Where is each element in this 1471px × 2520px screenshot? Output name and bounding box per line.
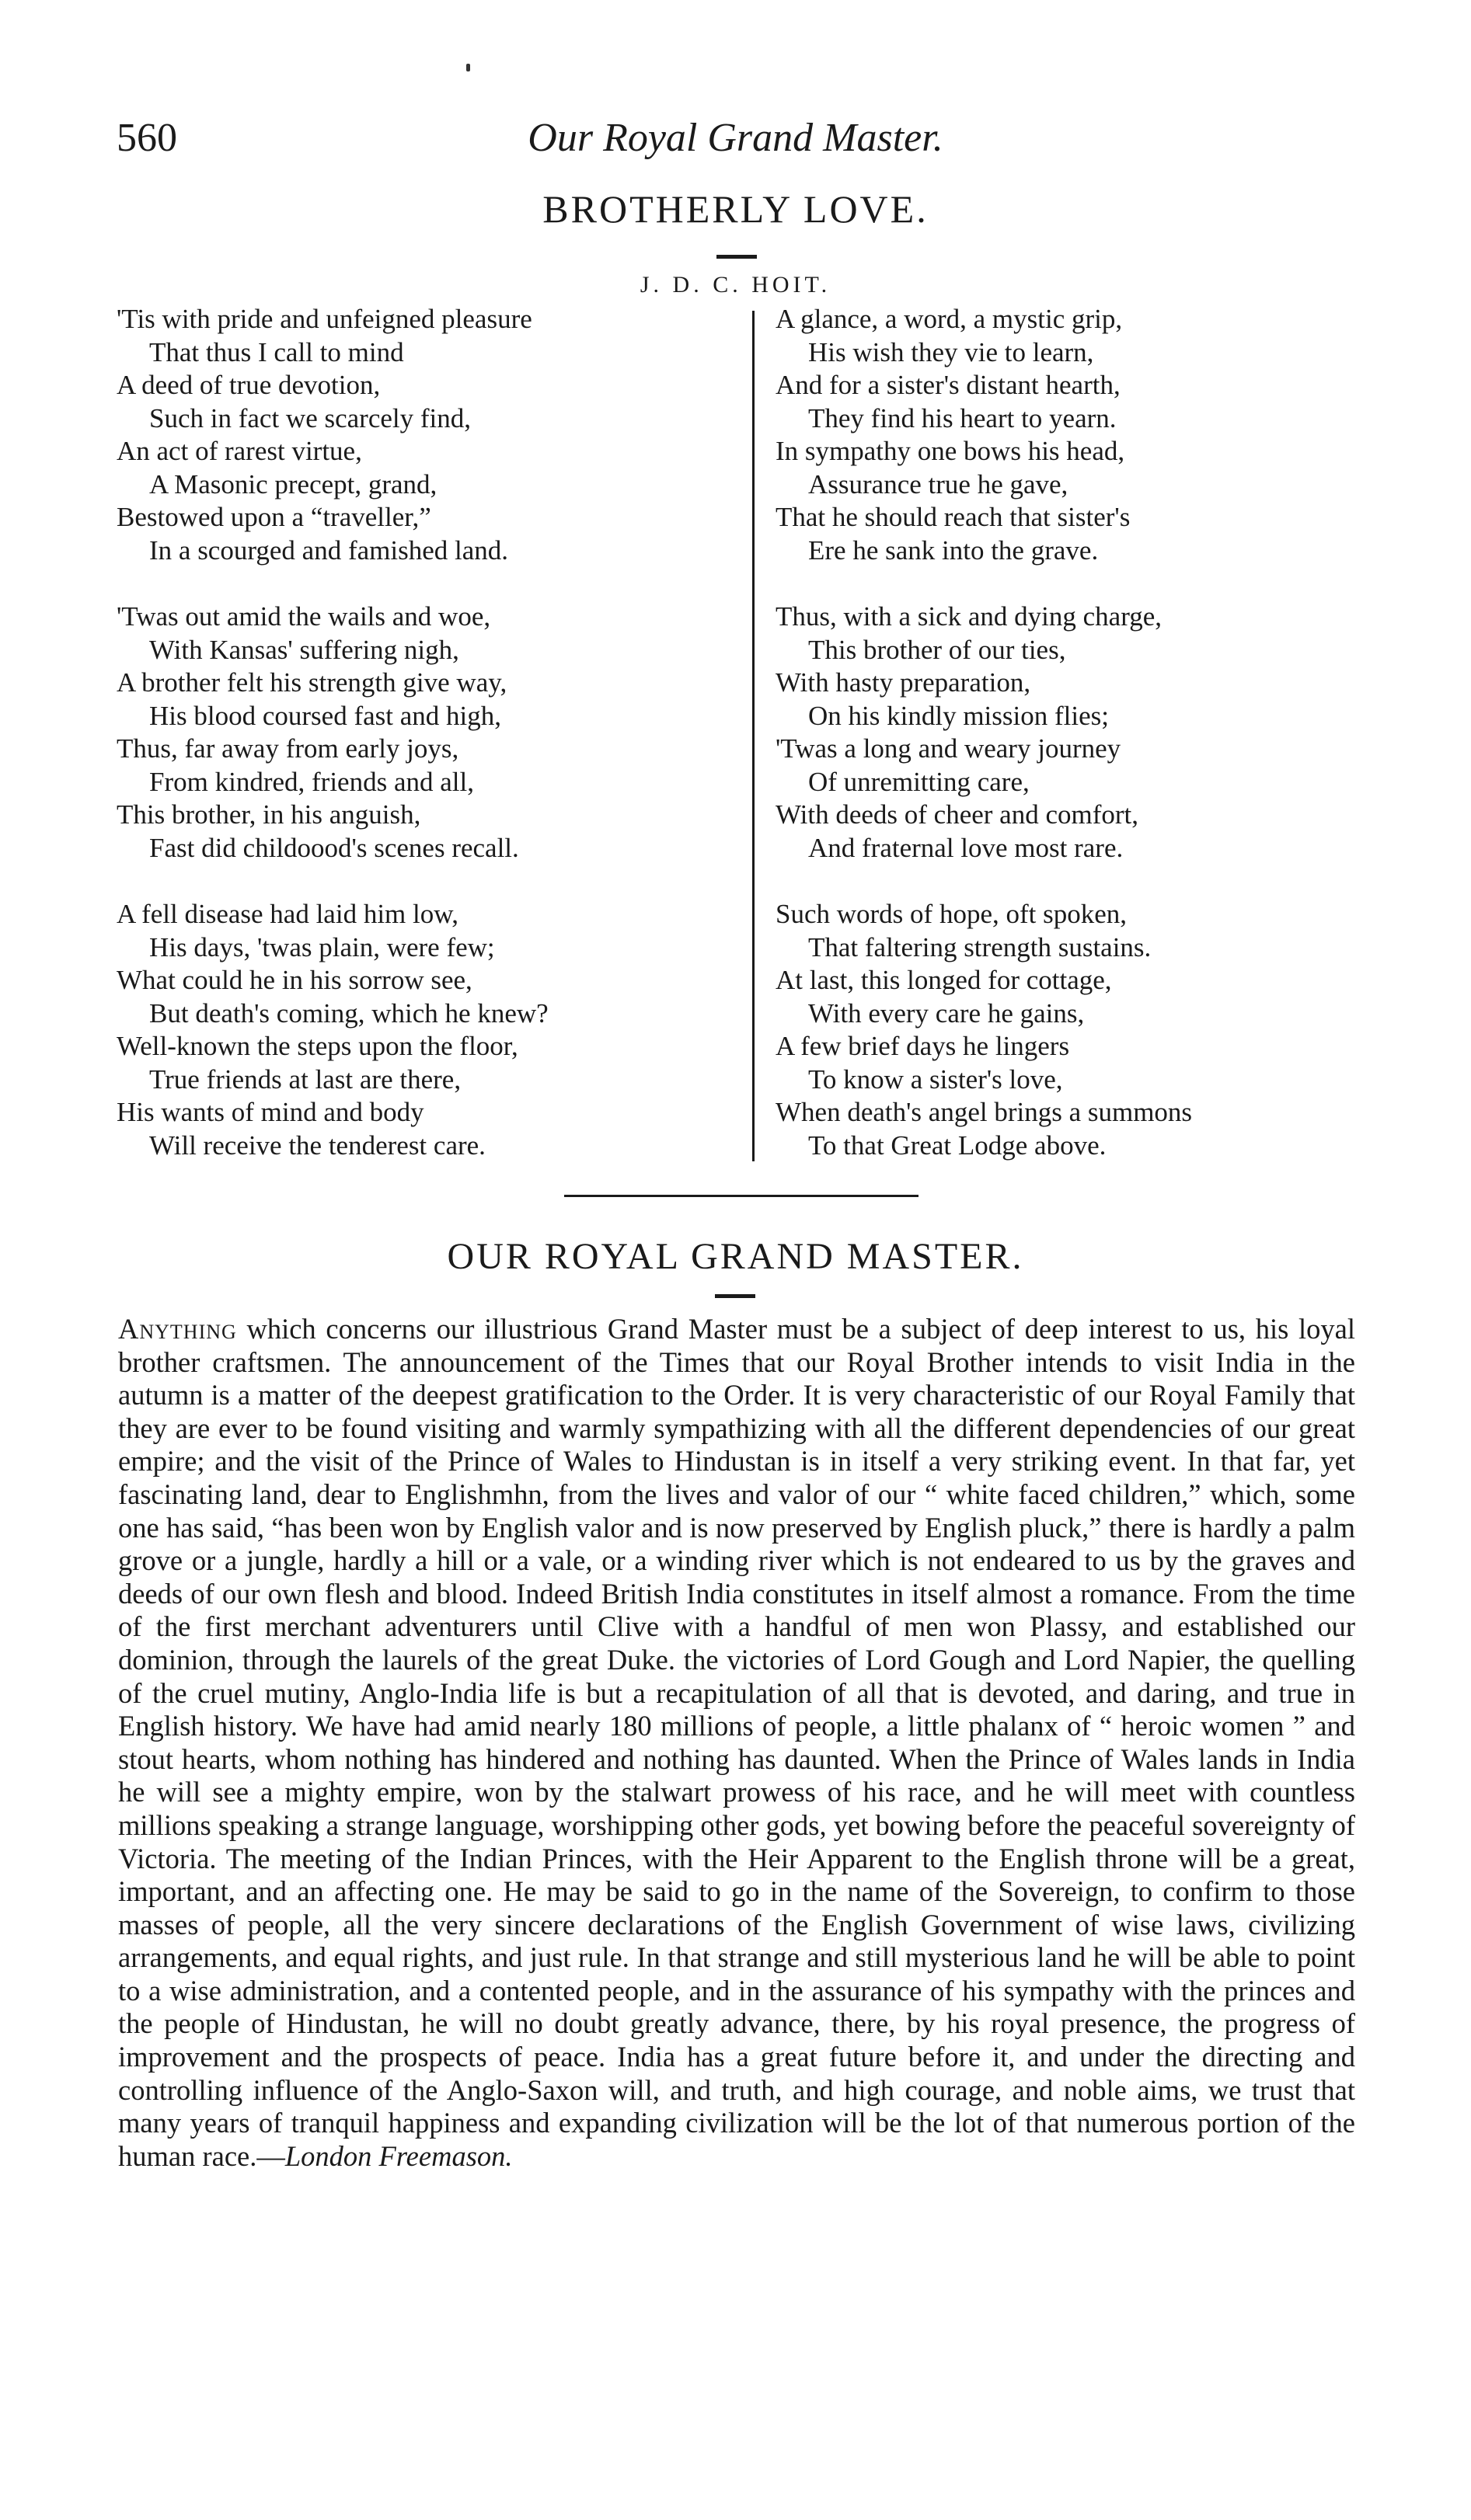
poem-line: His blood coursed fast and high,	[149, 700, 501, 731]
poem-line: An act of rarest virtue,	[117, 436, 362, 466]
poem-right-column	[776, 303, 1389, 1196]
stanza	[117, 600, 730, 865]
poem-line: True friends at last are there,	[149, 1063, 462, 1095]
poem-line: Bestowed upon a “traveller,”	[117, 502, 431, 532]
poem-line: A few brief days he lingers	[776, 1031, 1070, 1061]
poem-line: This brother, in his anguish,	[117, 799, 421, 830]
poem-line: With every care he gains,	[808, 997, 1085, 1029]
poem-line: Will receive the tenderest care.	[149, 1129, 486, 1161]
running-head	[117, 115, 1354, 169]
poem-line: To know a sister's love,	[808, 1063, 1063, 1095]
poem-line: And fraternal love most rare.	[808, 832, 1124, 863]
poem-line: Thus, with a sick and dying charge,	[776, 601, 1163, 632]
poem-line: A brother felt his strength give way,	[117, 667, 507, 698]
poem-line: When death's angel brings a summons	[776, 1097, 1193, 1127]
stanza	[117, 303, 730, 567]
poem-line: Such in fact we scarcely find,	[149, 402, 472, 433]
poem-line: In a scourged and famished land.	[149, 534, 508, 566]
poem-line: 'Twas a long and weary journey	[776, 733, 1121, 764]
page-number: 560	[117, 116, 177, 160]
poem-line: Fast did childoood's scenes recall.	[149, 832, 519, 863]
poem-line: That he should reach that sister's	[776, 502, 1131, 532]
poem-left-column	[117, 303, 730, 1196]
column-divider	[752, 311, 755, 1161]
poem-line: In sympathy one bows his head,	[776, 436, 1125, 466]
poem-line: Well-known the steps upon the floor,	[117, 1031, 518, 1061]
poem-line: On his kindly mission flies;	[808, 700, 1109, 731]
article-title: OUR ROYAL GRAND MASTER.	[447, 1236, 1024, 1277]
article-title-rule	[715, 1294, 755, 1298]
article-body	[118, 1313, 1355, 2173]
poem-line: A glance, a word, a mystic grip,	[776, 304, 1123, 334]
poem-line: To that Great Lodge above.	[808, 1129, 1107, 1161]
poem-line: This brother of our ties,	[808, 634, 1066, 665]
poem-line: At last, this longed for cottage,	[776, 965, 1112, 995]
poem-line: A deed of true devotion,	[117, 370, 381, 400]
poem-line: A Masonic precept, grand,	[149, 468, 437, 499]
poem-line: 'Tis with pride and unfeigned pleasure	[117, 304, 532, 334]
poem-line: That thus I call to mind	[149, 336, 404, 367]
poem-line: But death's coming, which he knew?	[149, 997, 549, 1029]
poem-line: Assurance true he gave,	[808, 468, 1068, 499]
running-title: Our Royal Grand Master.	[528, 116, 943, 160]
stanza	[776, 898, 1389, 1162]
stanza	[776, 600, 1389, 865]
poem-line: With Kansas' suffering nigh,	[149, 634, 459, 665]
page-speck	[466, 64, 470, 71]
poem-line: A fell disease had laid him low,	[117, 899, 458, 929]
article-text: which concerns our illustrious Grand Master must be a subject of deep interest to us, his loyal brother craftsmen. The announcement of the Times that our Royal Brother intends to visit India in the autumn is a matter of the deepest gratification to the Order. It is very characteristic of our Royal Family that they are ever to be found visiting and warmly sympathizing with all the different dependencies of our great empire; and the visit of the Prince of Wales to Hindustan is in itself a very striking event. In that far, yet fascinating land, dear to Englishmhn, from the lives and valor of our “ white faced children,” which, some one has said, “has been won by English valor and is now preserved by English pluck,” there is hardly a palm grove or a jungle, hardly a hill or a vale, or a winding river which is not endeared to us by the graves and deeds of our own flesh and blood. Indeed British India constitutes in itself almost a romance. From the time of the first merchant adventurers until Clive with a handful of men won Plassy, and established our dominion, through the laurels of the great Duke. the victories of Lord Gough and Lord Napier, the quelling of the cruel mutiny, Anglo-India life is but a recapitulation of all that is devoted, and daring, and true in English history. We have had amid nearly 180 millions of people, a little phalanx of “ heroic women ” and stout hearts, whom nothing has hindered and nothing has daunted. When the Prince of Wales lands in India he will see a mighty empire, won by the stalwart prowess of his race, and he will meet with countless millions speaking a strange language, worshipping other gods, yet bowing before the peaceful sovereignty of Victoria. The meeting of the Indian Princes, with the Heir Apparent to the English throne will be a great, important, and an affecting one. He may be said to go in the name of the Sovereign, to confirm to those masses of people, all the very sincere declarations of the English Government of wise laws, civilizing arrangements, and equal rights, and just rule. In that strange and still mysterious land he will be able to point to a wise administration, and a contented people, and in the assurance of his sympathy with the princes and the people of Hindustan, he will no doubt greatly advance, there, by his royal presence, the progress of improvement and the prospects of peace. India has a great future before it, and under the directing and controlling influence of the Anglo-Saxon will, and truth, and high courage, and noble aims, we trust that many years of tranquil happiness and expanding civilization will be the lot of that numerous portion of the human race.—	[118, 1313, 1356, 2172]
poem-line: With hasty preparation,	[776, 667, 1031, 698]
poem-body	[117, 303, 1360, 1165]
poem-line: Thus, far away from early joys,	[117, 733, 459, 764]
poem-line: From kindred, friends and all,	[149, 766, 474, 797]
poem-line: That faltering strength sustains.	[808, 931, 1152, 962]
poem-author: J. D. C. HOIT.	[640, 272, 831, 298]
poem-line: Of unremitting care,	[808, 766, 1030, 797]
poem-line: They find his heart to yearn.	[808, 402, 1117, 433]
article-source: London Freemason.	[284, 2139, 513, 2172]
stanza	[117, 898, 730, 1162]
title-rule	[716, 255, 757, 259]
poem-line: 'Twas out amid the wails and woe,	[117, 601, 491, 632]
stanza	[776, 303, 1389, 567]
section-divider	[564, 1195, 919, 1197]
poem-line: Ere he sank into the grave.	[808, 534, 1099, 566]
poem-line: And for a sister's distant hearth,	[776, 370, 1121, 400]
poem-line: What could he in his sorrow see,	[117, 965, 472, 995]
article-opening-word: Anything	[118, 1313, 237, 1345]
poem-title: BROTHERLY LOVE.	[542, 187, 929, 231]
poem-line: His wish they vie to learn,	[808, 336, 1094, 367]
poem-line: His wants of mind and body	[117, 1097, 424, 1127]
poem-line: Such words of hope, oft spoken,	[776, 899, 1128, 929]
poem-line: With deeds of cheer and comfort,	[776, 799, 1139, 830]
poem-line: His days, 'twas plain, were few;	[149, 931, 495, 962]
